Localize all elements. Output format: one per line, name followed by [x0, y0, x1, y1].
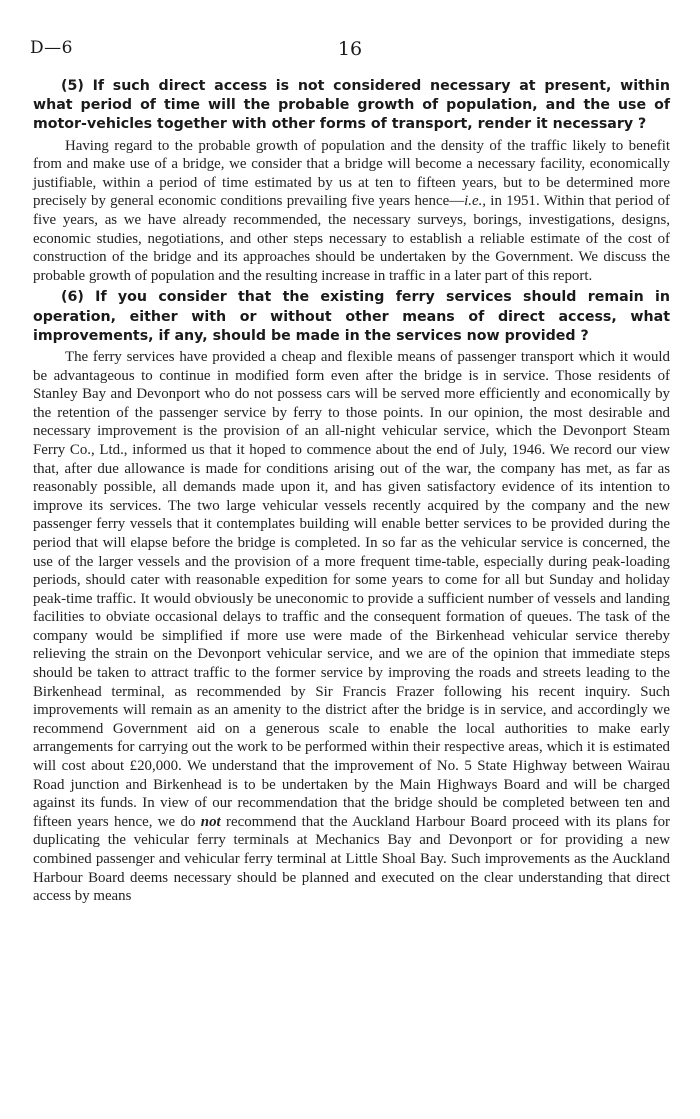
answer-5-text-b: in 1951. Within that period of five years, as we have already recommended, the necessary surveys, borings, investigations, designs, economic studies, negotiations, and other steps necessary to establish a reliable estimate of the cost of construction of the bridge and its approaches should be undertaken by the Government. We discuss the probable growth of population and the resulting increase in traffic in a later part of this report.: [33, 193, 671, 284]
answer-6-not-emphasis: not: [200, 813, 221, 830]
question-6: (6) If you consider that the existing ferry services should remain in operation, either with or without other means of direct access, what improvements, if any, should be made in the services now provided ?: [33, 289, 670, 344]
page-header: [0, 38, 700, 62]
page-number: 16: [337, 38, 363, 60]
answer-5-ie: i.e.,: [464, 193, 487, 210]
answer-6-text-a: The ferry services have provided a cheap and flexible means of passenger transport which it would be advantageous to continue in modified form even after the bridge is in service. Those residents of Stanley Bay and Devonport who do not possess cars will be served more efficiently and economically by the retention of the passenger service by ferry to those points. In our opinion, the most desirable and necessary improvement is the provision of an all-night vehicular service, which the Devonport Steam Ferry Co., Ltd., informed us that it hoped to commence about the end of July, 1946. We record our view that, after due allowance is made for conditions arising out of the war, the company has met, as far as reasonably possible, all demands made upon it, and has given satisfactory evidence of its intention to improve its services. The two large vehicular vessels recently acquired by the company and the new passenger ferry vessels that it contemplates building will enable better services to be provided during the period that will elapse before the bridge is completed. In so far as the vehicular service is concerned, the use of the larger vessels and the provision of a more frequent time-table, especially during peak-loading periods, should cater with reasonable expedition for some years to come for all but Sunday and holiday peak-time traffic. It would obviously be uneconomic to provide a sufficient number of vessels and landing facilities to obviate occasional delays to traffic and the consequent formation of queues. The task of the company would be simplified if more use were made of the Birkenhead vehicular service thereby relieving the strain on the Devonport vehicular service, and we are of the opinion that immediate steps should be taken to attract traffic to the former service by improving the roads and streets leading to the Birkenhead terminal, as recommended by Sir Francis Frazer following his recent inquiry. Such improvements will remain as an amenity to the district after the bridge is in service, and accordingly we recommend Government aid on a generous scale to enable the local authorities to make early arrangements for carrying out the work to be performed within their respective areas, which it is estimated will cost about £20,000. We understand that the improvement of No. 5 State Highway between Wairau Road junction and Birkenhead is to be undertaken by the Main Highways Board and will be charged against its funds. In view of our recommendation that the bridge should be completed between ten and fifteen years hence, we do: [33, 348, 670, 830]
page-body: [33, 77, 670, 909]
answer-5-paragraph: [33, 137, 670, 286]
answer-6-text-b: recommend that the Auckland Harbour Board proceed with its plans for duplicating the vehicular ferry terminals at Mechanics Bay and Devonport or for providing a new combined passenger and vehicular ferry terminal at Little Shoal Bay. Such improvements as the Auckland Harbour Board deems necessary should be planned and executed on the clear understanding that direct access by means: [33, 813, 670, 905]
question-5: (5) If such direct access is not considered necessary at present, within what period of time will the probable growth of population, and the use of motor-vehicles together with other forms of transport, render it necessary ?: [33, 78, 670, 133]
page-code: D—6: [30, 38, 73, 58]
answer-5-text-a: Having regard to the probable growth of population and the density of the traffic likely to benefit from and make use of a bridge, we consider that a bridge will become a necessary facility, economically justifiable, within a period of time estimated by us at ten to fifteen years, but to be determined more precisely by general economic conditions prevailing five years hence—: [33, 137, 670, 210]
answer-6-paragraph: [33, 348, 670, 906]
